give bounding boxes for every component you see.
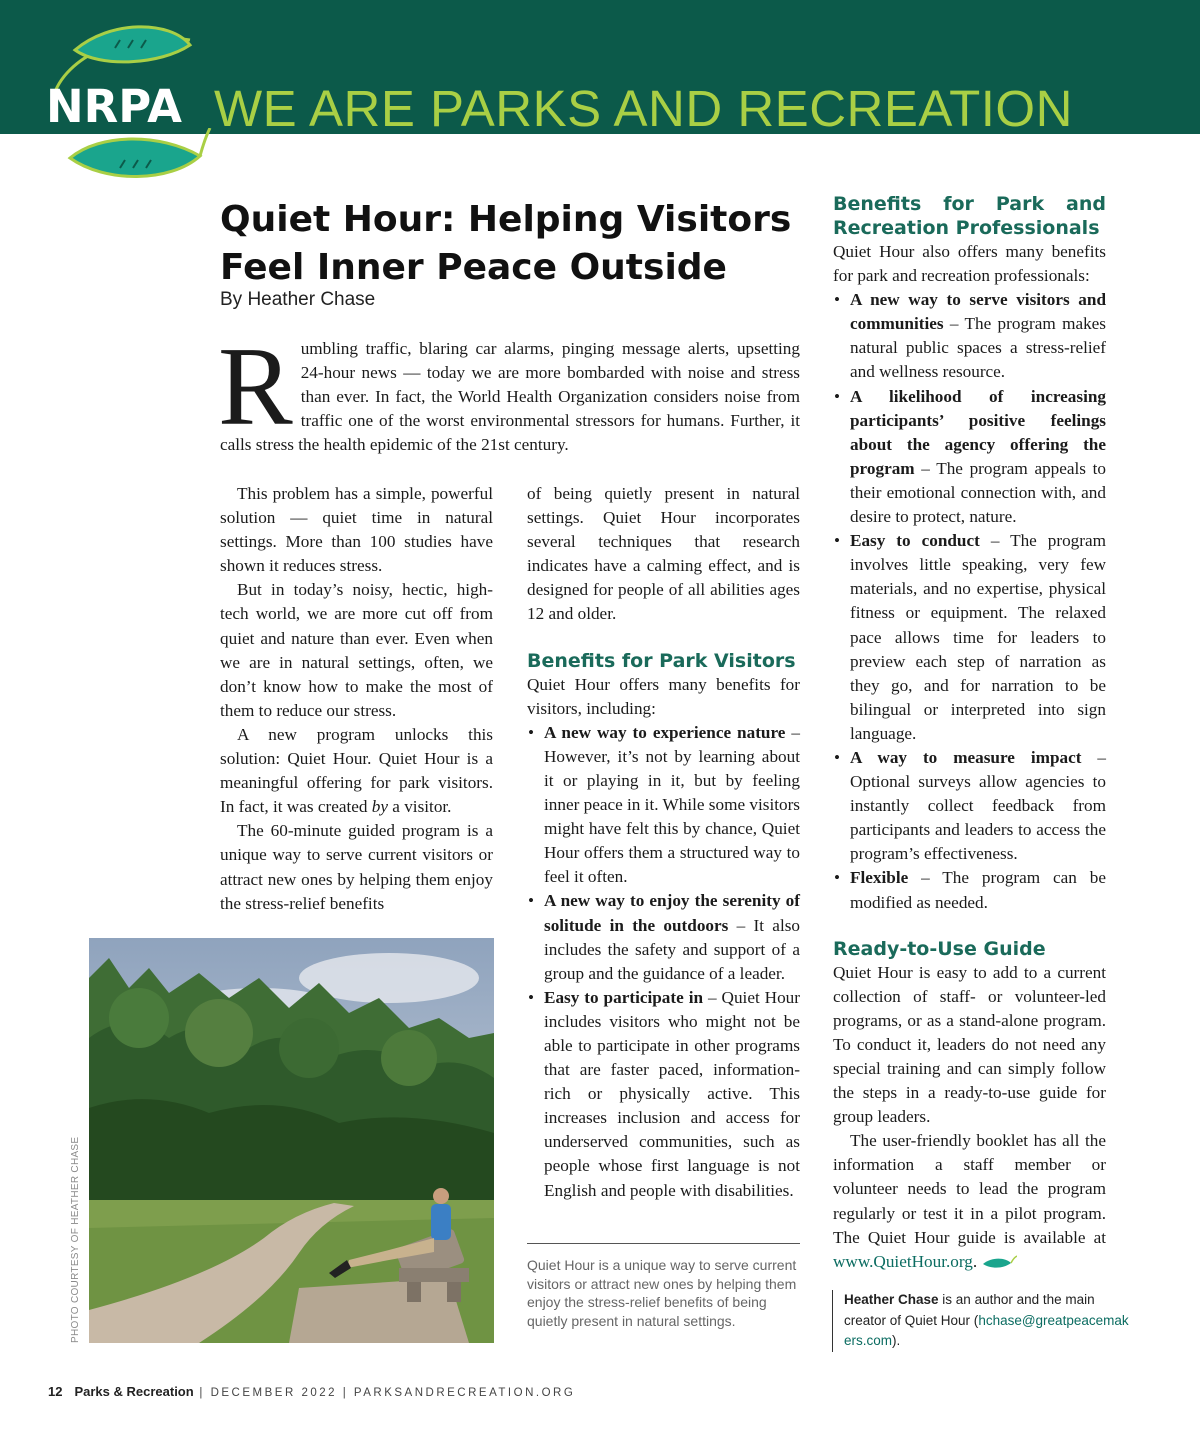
photo-caption: Quiet Hour is a unique way to serve current visitors or attract new ones by helping them enjoy the stress-relief benefits of being quietly present in natural settings. [527, 1257, 797, 1329]
list-item: • A new way to enjoy the serenity of solitude in the outdoors – It also includes the safety and support of a group and the guidance of a leader. [544, 889, 800, 985]
list-item: • Flexible – The program can be modified as needed. [850, 866, 1106, 914]
visitor-benefits-list [527, 721, 800, 1203]
author-email-link[interactable]: hchase@greatpeacemakers.com [844, 1312, 1129, 1348]
park-bench-image [89, 938, 494, 1343]
bio-text: is an author and the main creator of Quiet Hour ( [844, 1292, 1095, 1328]
col1-paragraph-2: But in today’s noisy, hectic, high-tech world, we are more cut off from quiet and nature than ever. Even when we are in natural settings, often, we don’t know how to make the most of them to reduce our stress. [220, 580, 493, 720]
column-3 [833, 192, 1106, 1274]
leaf-end-icon [981, 1255, 1017, 1271]
list-item: • A new way to serve visitors and communities – The program makes natural public spaces a stress-relief and wellness resource. [850, 288, 1106, 384]
col2-paragraph-1: of being quietly present in natural settings. Quiet Hour incorporates several techniques that research indicates have a calming effect, and is designed for people of all abilities ages 12 and older. [527, 484, 800, 624]
col2-lead: Quiet Hour offers many benefits for visitors, including: [527, 674, 800, 718]
list-item: • A way to measure impact – Optional surveys allow agencies to instantly collect feedback from participants and leaders to access the program’s effectiveness. [850, 746, 1106, 866]
heading-ready-guide: Ready-to-Use Guide [833, 937, 1046, 960]
drop-cap: R [218, 325, 293, 449]
author-bio: Heather Chase is an author and the main creator of Quiet Hour (hchase@greatpeacemakers.com). [832, 1290, 1134, 1352]
quiethour-link[interactable]: www.QuietHour.org [833, 1251, 973, 1271]
page-number: 12 [48, 1384, 63, 1399]
intro-paragraph [218, 325, 800, 457]
header-tagline: WE ARE PARKS AND RECREATION [214, 80, 1073, 137]
col3-lead: Quiet Hour also offers many benefits for park and recreation professionals: [833, 242, 1106, 286]
list-item: • A new way to experience nature – However, it’s not by learning about it or playing in it, but by feeling inner peace in it. While some visitors might have felt this by chance, Quiet Hour offers them a structured way to feel it often. [544, 721, 800, 890]
park-photo [89, 938, 494, 1343]
list-item: • Easy to participate in – Quiet Hour includes visitors who might not be able to participate in other programs that are faster paced, information-rich or physically active. This increases inclusion and access for underserved communities, such as people whose first language is not English and people with disabilities. [544, 986, 800, 1203]
col1-paragraph-1: This problem has a simple, powerful solution — quiet time in natural settings. More than 100 studies have shown it reduces stress. [220, 484, 493, 576]
col1-paragraph-4: The 60-minute guided program is a unique way to serve current visitors or attract new ones by helping them enjoy the stress-relief benefits [220, 821, 493, 913]
professional-benefits-list [833, 288, 1106, 914]
leaf-bottom-icon [60, 128, 220, 194]
issue-info: | DECEMBER 2022 | PARKSANDRECREATION.ORG [193, 1387, 576, 1399]
heading-professionals: Benefits for Park and Recreation Professionals [833, 193, 1106, 239]
magazine-name: Parks & Recreation [74, 1384, 194, 1399]
col3-paragraph-1: Quiet Hour is easy to add to a current collection of staff- or volunteer-led programs, or as a stand-alone program. To conduct it, leaders do not need any special training and can simply follow the steps in a ready-to-use guide for group leaders. [833, 962, 1106, 1127]
nrpa-logo[interactable]: NRPA [46, 80, 182, 133]
photo-credit: PHOTO COURTESY OF HEATHER CHASE [70, 1136, 81, 1343]
intro-text: umbling traffic, blaring car alarms, pinging message alerts, upsetting 24-hour news — today we are more bombarded with noise and stress than ever. In fact, the World Health Organization considers noise from traffic one of the worst environmental stressors for humans. Further, it calls stress the health epidemic of the 21st century. [220, 339, 800, 455]
page-footer [48, 1384, 575, 1399]
col3-paragraph-2: The user-friendly booklet has all the information a staff member or volunteer needs to lead the program regularly or test it in a pilot program. The Quiet Hour guide is available at www.QuietHour.org. [833, 1131, 1106, 1271]
col1-paragraph-3: A new program unlocks this solution: Quiet Hour. Quiet Hour is a meaningful offering for park visitors. In fact, it was created by a visitor. [220, 724, 493, 817]
column-2 [527, 482, 800, 1203]
heading-park-visitors: Benefits for Park Visitors [527, 649, 796, 672]
list-item: • A likelihood of increasing participants’ positive feelings about the agency offering the program – The program appeals to their emotional connection with, and desire to protect, nature. [850, 385, 1106, 530]
caption-divider [527, 1243, 800, 1244]
author-name: Heather Chase [844, 1292, 939, 1307]
article-title: Quiet Hour: Helping Visitors Feel Inner Peace Outside [220, 199, 792, 288]
byline: By Heather Chase [220, 289, 376, 310]
list-item: • Easy to conduct – The program involves little speaking, very few materials, and no expertise, physical fitness or equipment. The relaxed pace allows time for leaders to preview each step of narration as they go, and for narration to be bilingual or interpreted into sign language. [850, 529, 1106, 746]
column-1 [220, 482, 493, 916]
